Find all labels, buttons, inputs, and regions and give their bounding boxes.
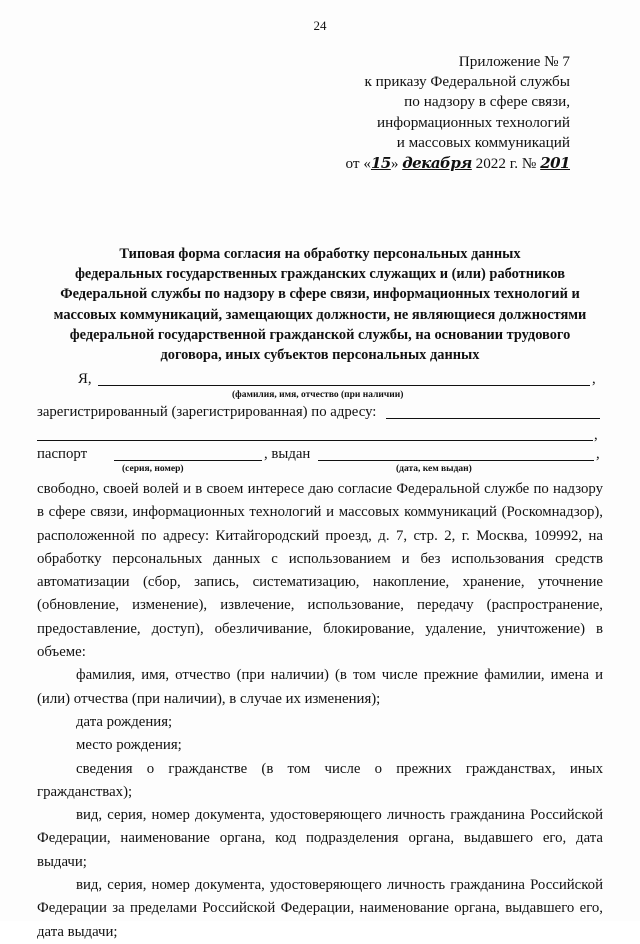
consent-item: фамилия, имя, отчество (при наличии) (в том числе прежние фамилии, имена и (или) отчества (при наличии), в случае их изменения); (37, 667, 603, 707)
date-year: 2022 г. № (475, 155, 537, 173)
consent-item: вид, серия, номер документа, удостоверяющего личность гражданина Российской Федерации за пределами Российской Федерации, наименование органа, выдавшего его, дата выдачи; (37, 877, 603, 940)
appendix-line: и массовых коммуникаций (396, 133, 570, 151)
title-line: Федеральной службы по надзору в сфере связи, информационных технологий и (60, 286, 580, 303)
appendix-title: Приложение № 7 (458, 53, 570, 70)
title-line: Типовая форма согласия на обработку персональных данных (119, 246, 521, 262)
issued-by-blank[interactable] (318, 460, 594, 461)
consent-item: сведения о гражданстве (в том числе о прежних гражданствах, иных гражданствах); (37, 760, 603, 800)
title-line: договора, иных субъектов персональных данных (160, 347, 480, 364)
passport-label: паспорт (37, 446, 88, 462)
consent-item: вид, серия, номер документа, удостоверяющего личность гражданина Российской Федерации, наименование органа, код подразделения органа, выдавшего его, дата выдачи; (37, 807, 603, 870)
issued-label: , выдан (264, 446, 311, 462)
document-title (40, 244, 600, 365)
consent-item: место рождения; (76, 737, 182, 754)
appendix-line: информационных технологий (377, 113, 570, 131)
title-line: федеральных государственных гражданских служащих и (или) работников (74, 266, 566, 283)
appendix-date-line (300, 153, 570, 174)
appendix-line: по надзору в сфере связи, (404, 93, 570, 111)
fio-comma: , (592, 371, 596, 387)
handwritten-month: декабря (402, 154, 472, 173)
consent-paragraph: свободно, своей волей и в своем интересе даю согласие Федеральной службе по надзору в сфере связи, информационных технологий и массовых коммуникаций (Роскомнадзор), расположенной по адресу: Китайгородский проезд, д. 7, стр. 2, г. Москва, 109992, на обработку персональных данных с использованием и без использования средств автоматизации (сбор, запись, систематизацию, накопление, хранение, уточнение (обновление, изменение), извлечение, использование, передачу (распространение, предоставление, доступ), обезличивание, блокирование, удаление, уничтожение) в объеме: (37, 481, 603, 661)
passport-comma: , (596, 446, 600, 462)
address-continuation-line[interactable] (37, 440, 593, 441)
appendix-header (300, 52, 570, 174)
title-line: массовых коммуникаций, замещающих должности, не являющиеся должностями (53, 306, 587, 323)
fio-blank-line[interactable] (98, 385, 590, 386)
address-blank-line[interactable] (386, 418, 600, 419)
page-number: 24 (313, 18, 327, 33)
date-prefix: от « (345, 155, 371, 173)
handwritten-order-number: 201 (540, 154, 570, 173)
address-comma: , (594, 427, 598, 443)
handwritten-day: 15 (370, 154, 391, 173)
issued-caption: (дата, кем выдан) (396, 464, 472, 474)
consent-item: дата рождения; (76, 713, 173, 730)
ya-label: Я, (78, 371, 92, 387)
fio-caption: (фамилия, имя, отчество (при наличии) (232, 390, 404, 400)
title-line: федеральной государственной гражданской службы, на основании трудового (69, 326, 571, 343)
date-separator: » (390, 155, 399, 173)
passport-series-blank[interactable] (114, 460, 262, 461)
consent-body (37, 478, 603, 944)
series-caption: (серия, номер) (122, 464, 184, 474)
appendix-line: к приказу Федеральной службы (364, 73, 570, 91)
registered-label: зарегистрированный (зарегистрированная) по адресу: (37, 404, 377, 420)
